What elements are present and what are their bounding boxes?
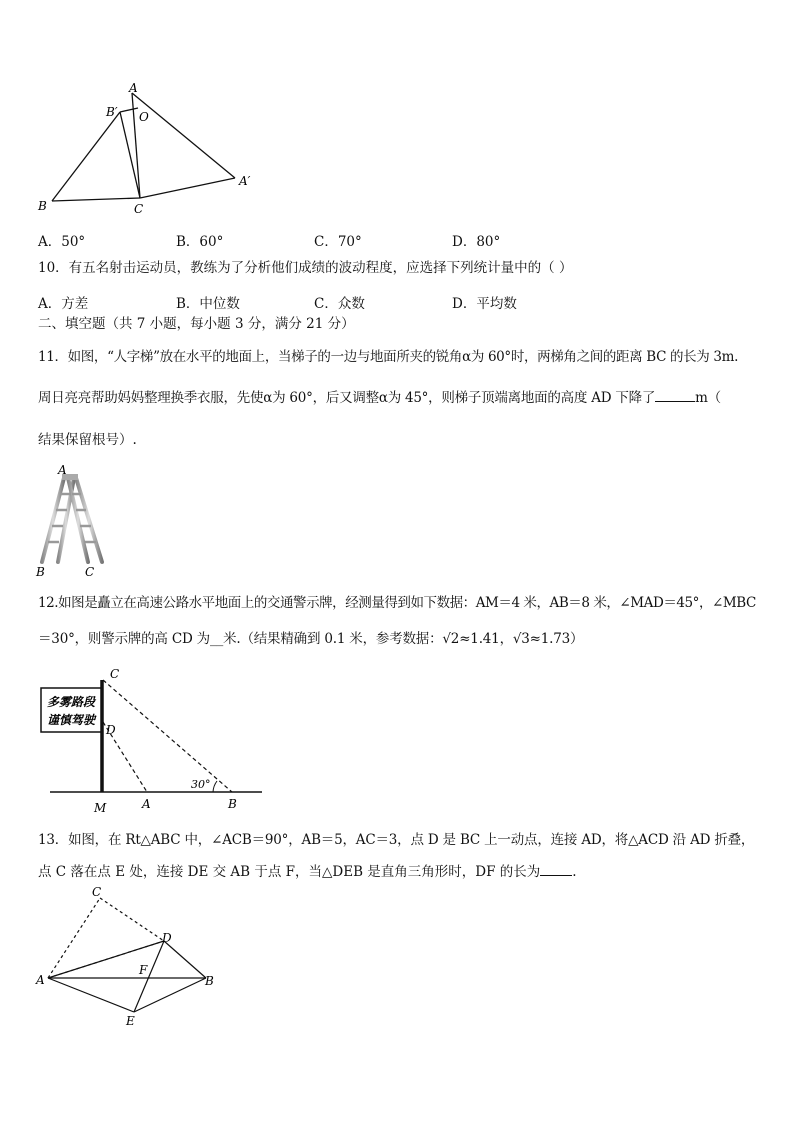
q13-label-F: F <box>139 963 148 977</box>
q13-label-D: D <box>162 931 172 945</box>
q11-line1: 11．如图，“人字梯”放在水平的地面上，当梯子的一边与地面所夹的锐角α为 60°时，两梯角之间的距离 BC 的长为 3m. <box>38 349 739 365</box>
q12-angle-label: 30° <box>191 778 211 791</box>
q9-option-d: D．80° <box>452 234 501 250</box>
q12-line2: ＝30°，则警示牌的高 CD 为__米.（结果精确到 0.1 米，参考数据：√2≈1.41，√3≈1.73） <box>38 631 584 647</box>
q11-label-B: B <box>36 565 45 579</box>
q9-label-O: O <box>139 110 149 124</box>
q12-label-B: B <box>228 797 237 811</box>
q13-answer-blank <box>540 875 572 876</box>
q12-label-M: M <box>94 801 107 815</box>
q9-option-b: B．60° <box>176 234 224 250</box>
q11-label-A: A <box>58 463 67 477</box>
q10-option-d: D．平均数 <box>452 296 517 312</box>
q13-label-A: A <box>36 973 45 987</box>
q11-line2-text: 周日亮亮帮助妈妈整理换季衣服，先使α为 60°，后又调整α为 45°，则梯子顶端离地面的高度 AD 下降了 <box>38 390 656 406</box>
q12-sign-figure <box>40 666 270 818</box>
warning-sign-text-1: 多雾路段 <box>46 695 96 709</box>
q13-line2-text: 点 C 落在点 E 处，连接 DE 交 AB 于点 F，当△DEB 是直角三角形时，DF 的长为 <box>38 864 541 880</box>
q12-label-A: A <box>142 797 151 811</box>
q13-line2 <box>38 866 577 880</box>
q9-label-A-prime: A′ <box>239 174 251 188</box>
q11-line2 <box>38 392 721 406</box>
q9-label-C: C <box>134 202 144 216</box>
q9-label-B-prime: B′ <box>106 105 118 119</box>
q9-option-c: C．70° <box>314 234 362 250</box>
q9-label-A: A <box>129 81 138 95</box>
q11-ladder-figure <box>30 462 120 582</box>
q11-line2-unit: m（ <box>695 390 721 406</box>
q13-line1: 13．如图，在 Rt△ABC 中，∠ACB＝90°，AB＝5，AC＝3，点 D 是 BC 上一动点，连接 AD，将△ACD 沿 AD 折叠， <box>38 832 755 848</box>
section-heading: 二、填空题（共 7 小题，每小题 3 分，满分 21 分） <box>38 316 355 332</box>
q13-label-B: B <box>205 974 214 988</box>
q12-label-D: D <box>106 723 116 737</box>
q10-option-a: A．方差 <box>38 296 89 312</box>
q11-line3: 结果保留根号）. <box>38 432 137 448</box>
q10-question: 10．有五名射击运动员，教练为了分析他们成绩的波动程度，应选择下列统计量中的（ ） <box>38 260 573 276</box>
q12-label-C: C <box>110 667 120 681</box>
q11-answer-blank <box>655 401 695 402</box>
q13-figure <box>30 886 220 1032</box>
q13-label-C: C <box>92 886 102 899</box>
q9-option-a: A．50° <box>38 234 86 250</box>
q12-line1: 12.如图是矗立在高速公路水平地面上的交通警示牌，经测量得到如下数据：AM＝4 米，AB＝8 米，∠MAD＝45°，∠MBC <box>38 595 756 611</box>
q9-figure <box>30 80 270 220</box>
q10-option-b: B．中位数 <box>176 296 240 312</box>
q11-label-C: C <box>85 565 95 579</box>
q10-option-c: C．众数 <box>314 296 365 312</box>
q13-line2-end: . <box>572 864 577 880</box>
q9-label-B: B <box>38 199 47 213</box>
warning-sign-text-2: 谨慎驾驶 <box>46 713 96 727</box>
q13-label-E: E <box>126 1014 135 1028</box>
